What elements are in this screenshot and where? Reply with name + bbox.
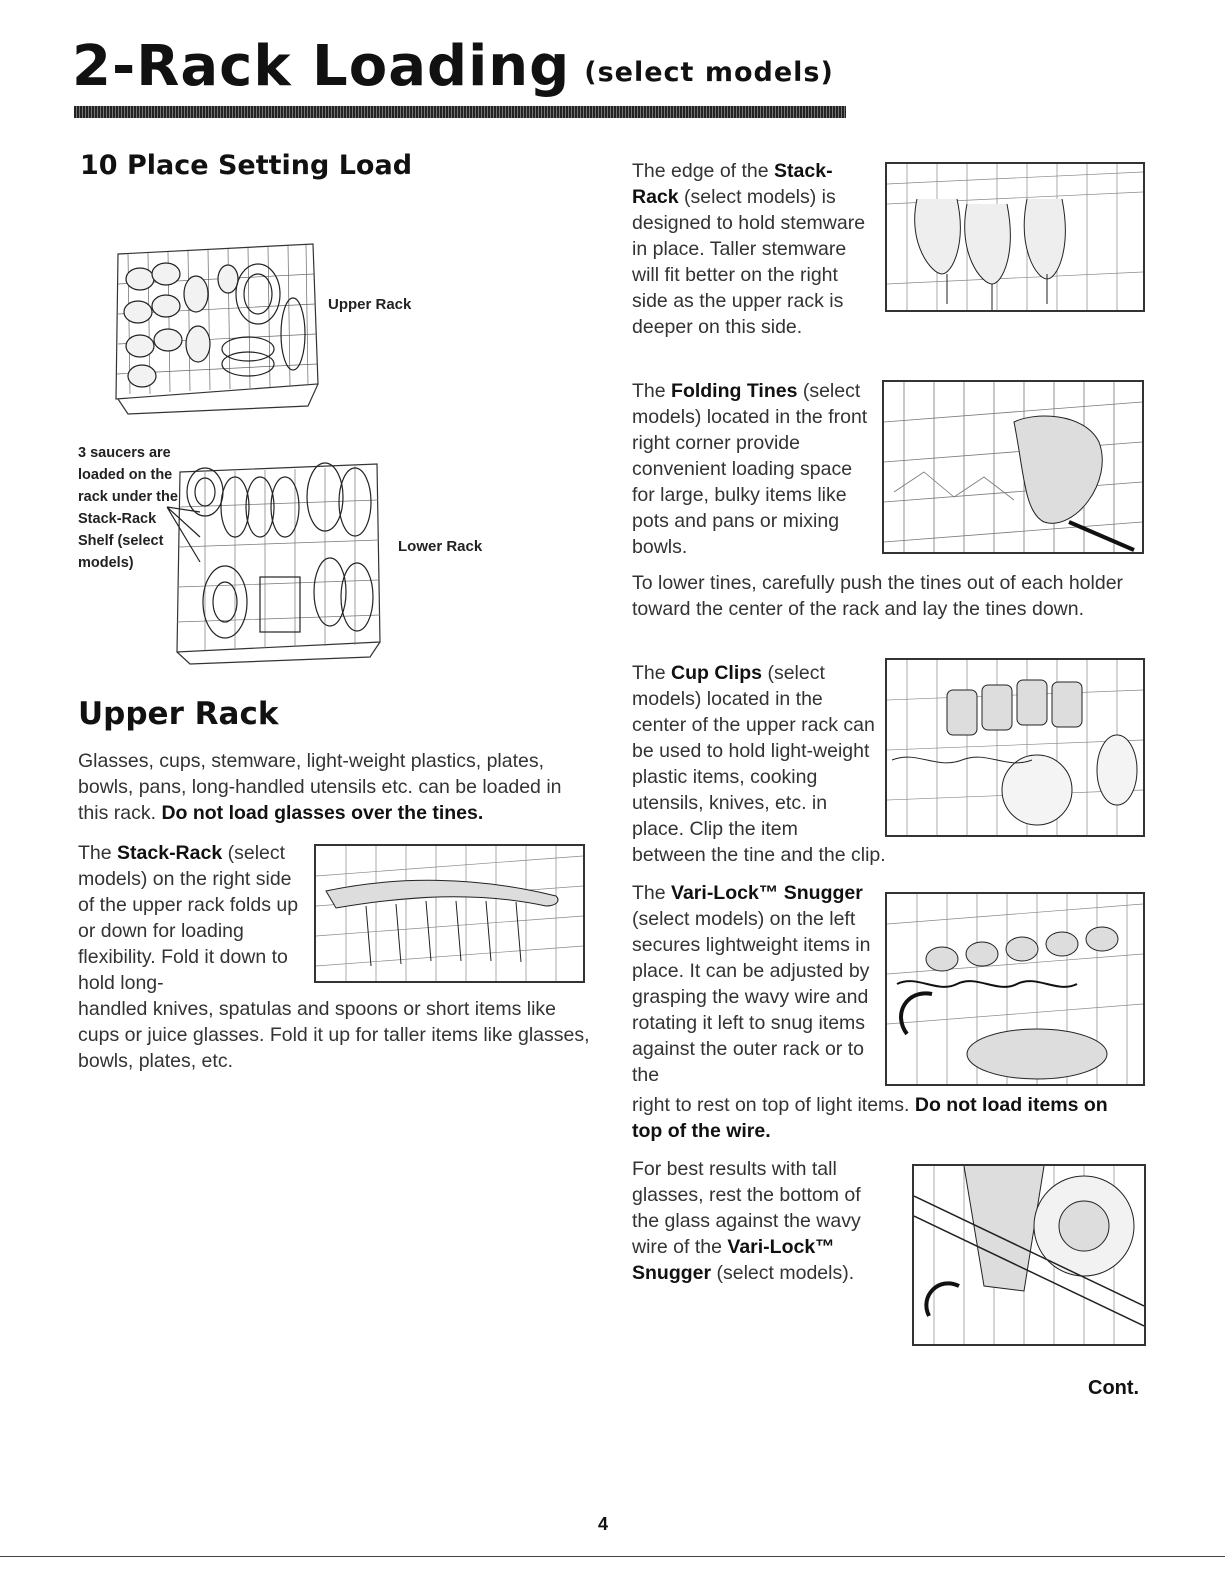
stack-rack-illustration <box>314 844 585 983</box>
vari-text: (select models) on the left secures lightweight items in place. It can be adjusted by grasping the wavy wire and rotating it left to snug items against the outer rack or to the <box>632 908 871 1086</box>
vari-term: Vari-Lock™ Snugger <box>671 882 863 904</box>
cup-text: (select models) located in the center of the upper rack can be used to hold light-weight plastic items, cooking utensils, knives, etc. in place. Clip the item <box>632 662 875 840</box>
stack-rack-paragraph-continued: handled knives, spatulas and spoons or short items like cups or juice glasses. Fold it up for taller items like glasses, bowls, plates, etc. <box>78 998 590 1072</box>
edge-text-pre: The edge of the <box>632 160 769 182</box>
section-heading-upper-rack: Upper Rack <box>78 696 279 732</box>
vari-lock-snugger-illustration <box>885 892 1145 1086</box>
continued-label: Cont. <box>1088 1377 1140 1399</box>
upper-rack-paragraph <box>78 748 578 826</box>
cup-clips-paragraph <box>632 660 877 842</box>
page-number: 4 <box>598 1514 609 1534</box>
saucers-note: 3 saucers are loaded on the rack under the Stack-Rack Shelf (select models) <box>78 445 178 571</box>
best-term: Vari-Lock™ Snugger <box>632 1236 835 1284</box>
cup-term: Cup Clips <box>671 662 763 684</box>
stack-rack-text-pre: The <box>78 842 112 864</box>
folding-text-pre: The <box>632 380 666 402</box>
best-text: (select models). <box>716 1262 855 1284</box>
edge-text: (select models) is designed to hold stemware in place. Taller stemware will fit better on the right side as the upper rack is deeper on this side. <box>632 186 866 338</box>
stack-rack-edge-paragraph <box>632 158 877 340</box>
upper-rack-label: Upper Rack <box>328 296 412 313</box>
folding-tines-illustration <box>882 380 1144 554</box>
cup-clips-paragraph-continued: between the tine and the clip. <box>632 844 886 866</box>
cup-text-pre: The <box>632 662 666 684</box>
page-title <box>72 34 834 99</box>
upper-rack-text: Glasses, cups, stemware, light-weight plastics, plates, bowls, pans, long-handled utensils etc. can be loaded in this rack. <box>78 750 562 824</box>
best-text-pre: For best results with tall glasses, rest the bottom of the glass against the wavy wire of the <box>632 1158 861 1258</box>
title-main: 2-Rack Loading <box>72 34 571 99</box>
title-subtitle: (select models) <box>584 57 834 88</box>
lower-tines-paragraph: To lower tines, carefully push the tines out of each holder toward the center of the rack and lay the tines down. <box>632 572 1124 620</box>
lower-rack-label: Lower Rack <box>398 538 483 555</box>
folding-term: Folding Tines <box>671 380 798 402</box>
tall-glasses-paragraph <box>632 1156 882 1286</box>
title-rule <box>74 106 846 118</box>
folding-text: (select models) located in the front right corner provide convenient loading space for large, bulky items like pots and pans or mixing bowls. <box>632 380 868 558</box>
stemware-illustration <box>885 162 1145 312</box>
vari-warning: Do not load items on top of the wire. <box>632 1094 1108 1142</box>
tall-glasses-illustration <box>912 1164 1146 1346</box>
stack-rack-paragraph <box>78 840 308 996</box>
stack-rack-term: Stack-Rack <box>117 842 223 864</box>
cup-clips-illustration <box>885 658 1145 837</box>
vari-text-continued: right to rest on top of light items. <box>632 1094 910 1116</box>
lower-rack-illustration <box>165 452 390 667</box>
bottom-rule <box>0 1556 1225 1557</box>
vari-text-pre: The <box>632 882 666 904</box>
folding-tines-paragraph <box>632 378 877 560</box>
edge-term: Stack-Rack <box>632 160 833 208</box>
section-heading-place-setting: 10 Place Setting Load <box>80 150 413 181</box>
vari-lock-paragraph-continued <box>632 1092 1132 1144</box>
upper-rack-warning: Do not load glasses over the tines. <box>161 802 484 824</box>
vari-lock-paragraph <box>632 880 877 1088</box>
upper-rack-illustration <box>108 234 323 419</box>
stack-rack-text: (select models) on the right side of the upper rack folds up or down for loading flexibility. Fold it down to hold long- <box>78 842 299 994</box>
